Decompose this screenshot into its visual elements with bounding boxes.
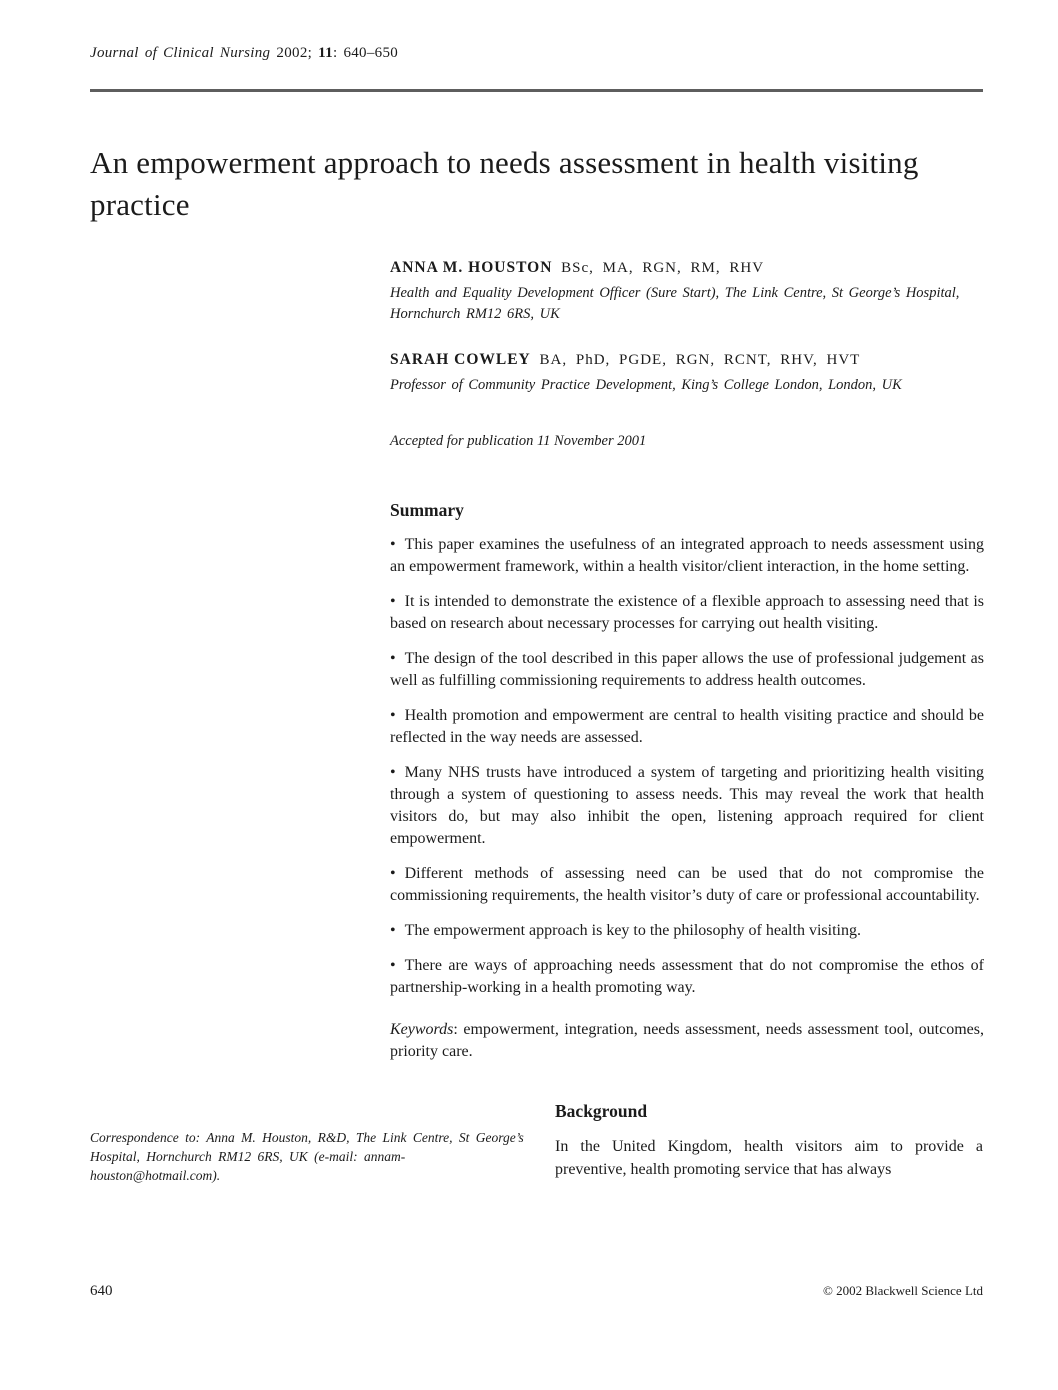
summary-bullet: • This paper examines the usefulness of an integrated approach to needs assessment using an empowerment framework, within a health visitor/client interaction, in the home setting. — [390, 534, 984, 578]
author-name: SARAH COWLEY — [390, 351, 531, 368]
page-number: 640 — [90, 1283, 113, 1299]
body-text-column — [555, 1101, 983, 1185]
journal-year: 2002; — [270, 45, 319, 61]
summary-bullet: • The empowerment approach is key to the philosophy of health visiting. — [390, 920, 984, 942]
copyright-notice: © 2002 Blackwell Science Ltd — [822, 1283, 983, 1298]
header-divider — [90, 89, 983, 92]
author-block — [390, 258, 984, 325]
journal-citation — [90, 45, 983, 62]
journal-pages: : 640–650 — [332, 45, 399, 61]
keywords — [390, 1019, 984, 1063]
article-title: An empowerment approach to needs assessment in health visiting practice — [90, 145, 919, 222]
summary-bullet: • Health promotion and empowerment are central to health visiting practice and should be reflected in the way needs are assessed. — [390, 705, 984, 749]
summary-bullet: • Different methods of assessing need can be used that do not compromise the commissioning requirements, the health visitor’s duty of care or professional accountability. — [390, 863, 984, 907]
author-name-line — [390, 258, 984, 278]
keywords-label: Keywords — [390, 1021, 454, 1038]
page-footer — [90, 1283, 983, 1300]
summary-bullet: • The design of the tool described in this paper allows the use of professional judgement as well as fulfilling commissioning requirements to address health outcomes. — [390, 648, 984, 692]
abstract-column — [390, 258, 984, 1063]
author-name-line — [390, 350, 984, 370]
keywords-list: : empowerment, integration, needs assessment, needs assessment tool, outcomes, priority care. — [390, 1021, 984, 1060]
background-heading: Background — [555, 1101, 648, 1121]
author-name: ANNA M. HOUSTON — [390, 259, 553, 276]
background-paragraph: In the United Kingdom, health visitors aim to provide a preventive, health promoting service that has always — [555, 1138, 983, 1178]
author-credentials: BSc, MA, RGN, RM, RHV — [552, 260, 765, 276]
summary-bullet: • Many NHS trusts have introduced a system of targeting and prioritizing health visiting through a system of questioning to assess needs. This may reveal the work that health visitors do, but may also inhibit the open, listening approach required for client empowerment. — [390, 762, 984, 850]
author-affiliation: Health and Equality Development Officer (Sure Start), The Link Centre, St George’s Hospital, Hornchurch RM12 6RS, UK — [390, 285, 960, 322]
author-credentials: BA, PhD, PGDE, RGN, RCNT, RHV, HVT — [530, 352, 861, 368]
journal-volume: 11 — [318, 45, 333, 61]
accepted-date: Accepted for publication 11 November 2001 — [390, 433, 647, 449]
summary-heading: Summary — [390, 500, 464, 520]
author-block — [390, 350, 984, 396]
author-affiliation: Professor of Community Practice Development, King’s College London, London, UK — [390, 377, 902, 393]
bottom-section — [90, 1101, 983, 1185]
correspondence-note: Correspondence to: Anna M. Houston, R&D, The Link Centre, St George’s Hospital, Hornchurch RM12 6RS, UK (e-mail: annam-houston@hotmail.com). — [90, 1130, 524, 1183]
summary-bullet: • There are ways of approaching needs assessment that do not compromise the ethos of partnership-working in a health promoting way. — [390, 955, 984, 999]
summary-bullet: • It is intended to demonstrate the existence of a flexible approach to assessing need that is based on research about necessary processes for carrying out health visiting. — [390, 591, 984, 635]
journal-name: Journal of Clinical Nursing — [90, 45, 271, 61]
